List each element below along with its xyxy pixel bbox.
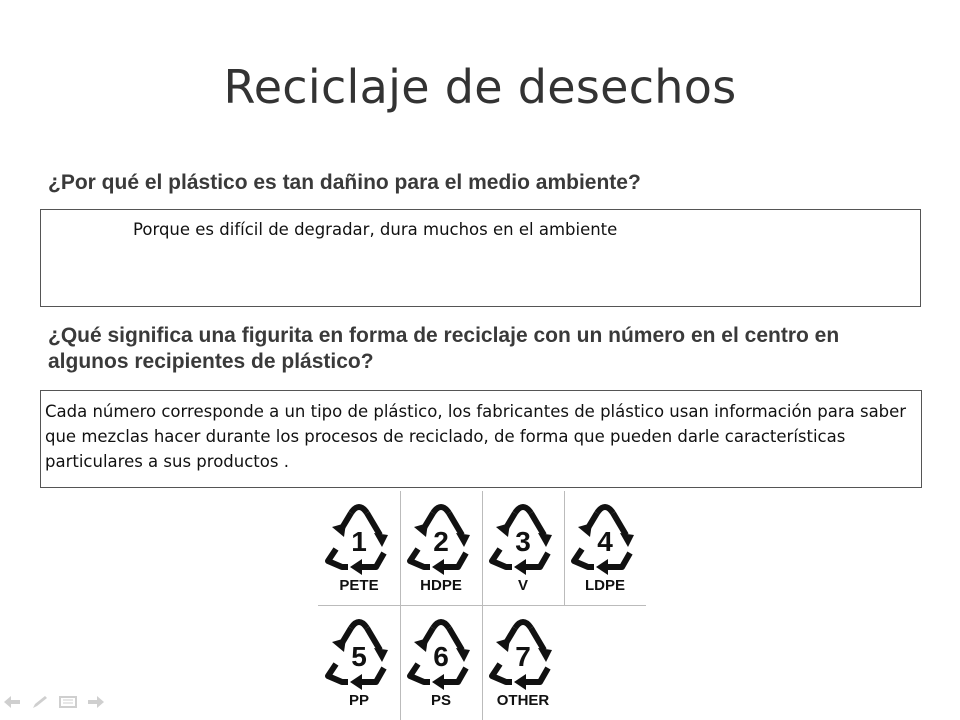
slide-title: Reciclaje de desechos [223, 60, 737, 114]
slide-nav [0, 690, 106, 714]
recycle-icon [318, 497, 400, 579]
recycle-icon [400, 612, 482, 694]
recycling-label: HDPE [420, 577, 462, 594]
recycling-label: PP [348, 692, 369, 709]
recycling-number: 5 [351, 641, 367, 672]
menu-icon[interactable] [58, 693, 78, 711]
recycle-icon [318, 612, 400, 694]
recycling-label: PETE [339, 577, 379, 594]
answer-1-text: Porque es difícil de degradar, dura muchos en el ambiente [133, 220, 618, 239]
forward-arrow-icon[interactable] [86, 693, 106, 711]
recycling-code-5 [318, 606, 400, 720]
recycling-code-1 [318, 491, 400, 605]
recycle-icon [482, 497, 564, 579]
recycling-number: 7 [515, 641, 531, 672]
recycling-code-4 [564, 491, 646, 605]
recycling-label: V [517, 577, 528, 594]
recycle-icon [482, 612, 564, 694]
back-arrow-icon[interactable] [2, 693, 22, 711]
recycling-code-2 [400, 491, 482, 605]
recycling-number: 1 [351, 526, 367, 557]
answer-2-text: Cada número corresponde a un tipo de plástico, los fabricantes de plástico usan información para saber que mezclas hacer durante los procesos de reciclado, de forma que pueden darle características particulares a sus productos . [45, 402, 907, 471]
recycling-number: 4 [597, 526, 613, 557]
recycle-icon [400, 497, 482, 579]
recycle-icon [564, 497, 646, 579]
recycling-label: OTHER [496, 692, 550, 709]
recycling-number: 6 [433, 641, 449, 672]
pen-icon[interactable] [30, 693, 50, 711]
question-1: ¿Por qué el plástico es tan dañino para el medio ambiente? [48, 171, 641, 194]
recycling-label: PS [430, 692, 451, 709]
recycling-code-3 [482, 491, 564, 605]
question-2: ¿Qué significa una figurita en forma de reciclaje con un número en el centro en algunos recipientes de plástico? [48, 324, 840, 373]
answer-box-1 [40, 209, 921, 307]
recycling-code-7 [482, 606, 564, 720]
recycling-code-6 [400, 606, 482, 720]
recycling-number: 3 [515, 526, 531, 557]
recycling-codes-image [318, 491, 646, 720]
answer-box-2 [40, 390, 922, 488]
recycling-number: 2 [433, 526, 449, 557]
recycling-label: LDPE [584, 577, 625, 594]
